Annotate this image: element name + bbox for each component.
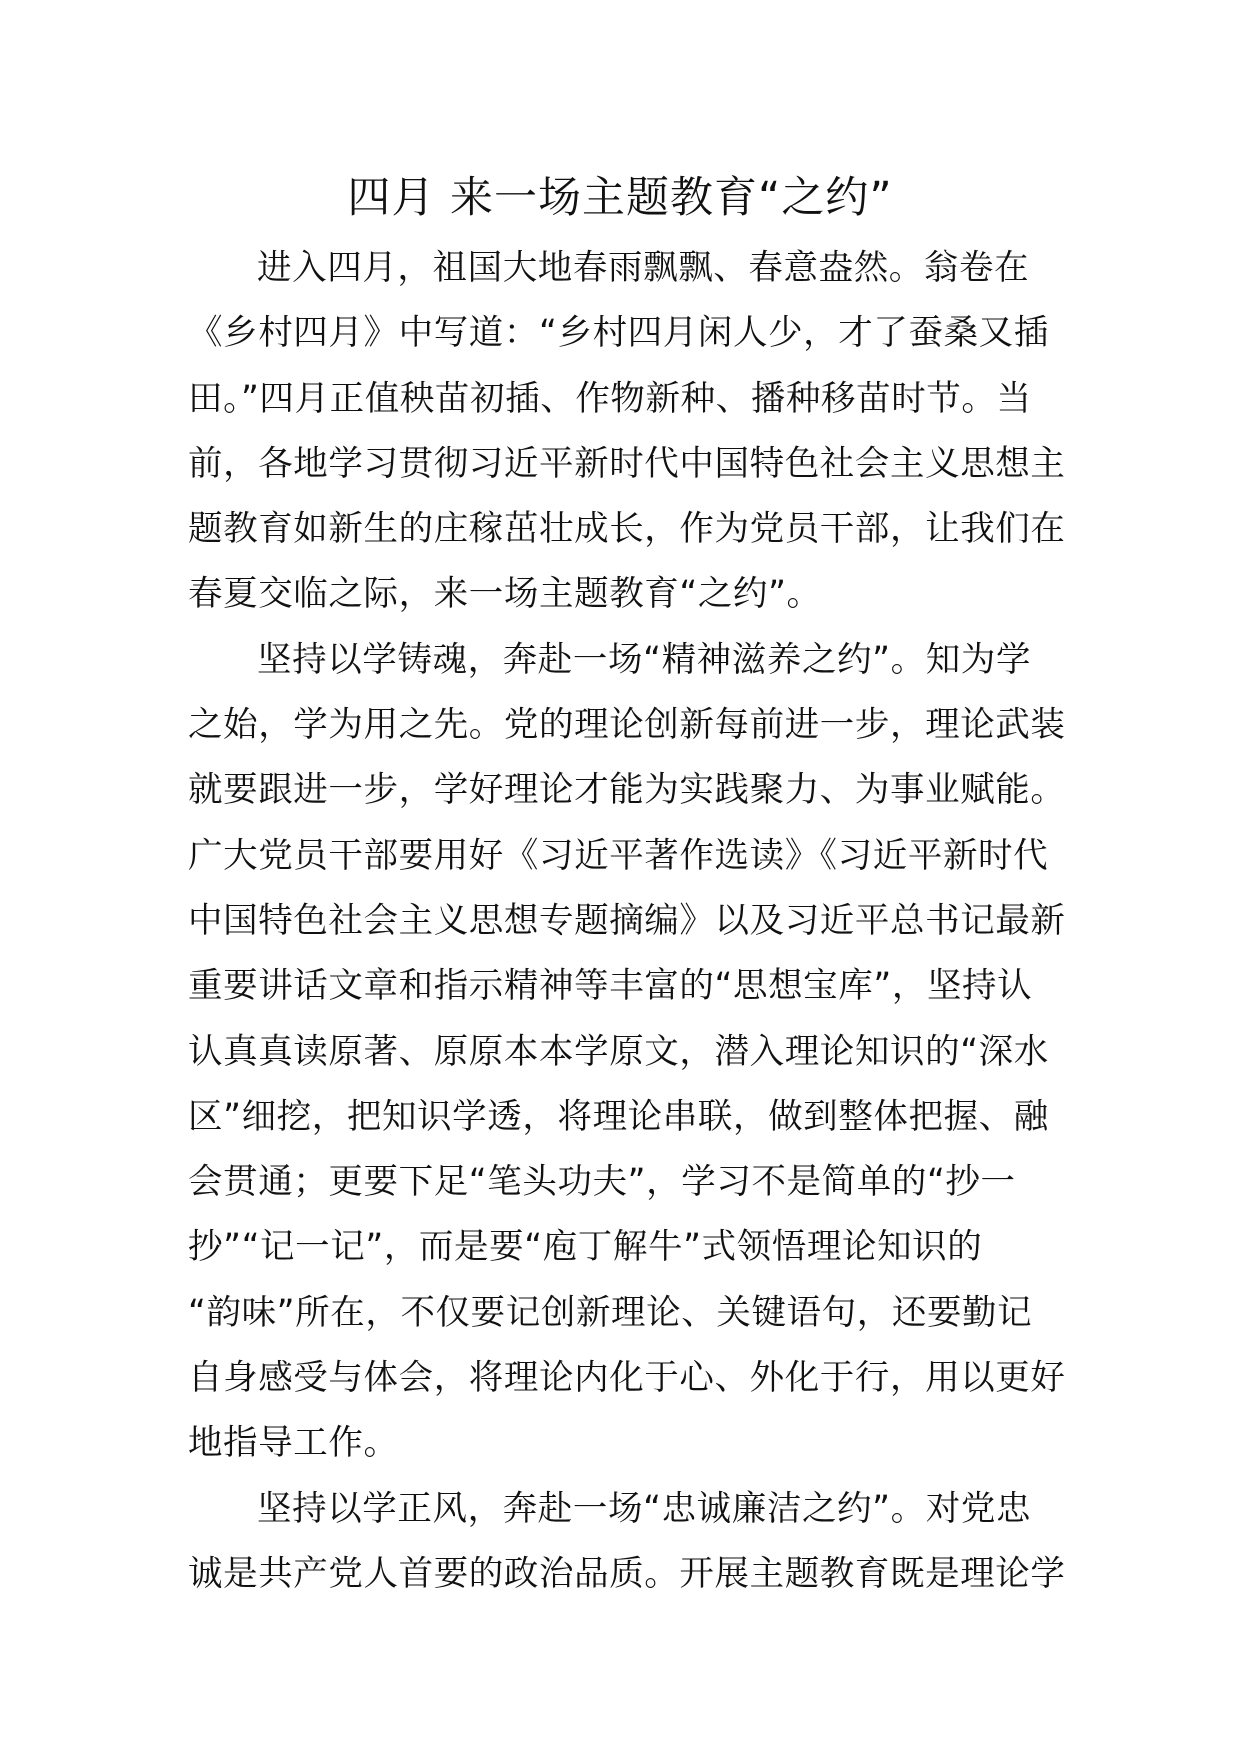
paragraph-1-line-1: 进入四月，祖国大地春雨飘飘、春意盎然。翁卷在: [257, 248, 1030, 288]
document-body: [188, 236, 1066, 1607]
paragraph-2-line-6: 重要讲话文章和指示精神等丰富的“思想宝库”，坚持认: [188, 966, 1033, 1007]
paragraph-2-line-9: 会贯通；更要下足“笔头功夫”，学习不是简单的“抄一: [188, 1162, 1016, 1203]
paragraph-1-line-4: 前，各地学习贯彻习近平新时代中国特色社会主义思想主: [188, 443, 1066, 484]
paragraph-3-line-1: 坚持以学正风，奔赴一场“忠诚廉洁之约”。对党忠: [257, 1488, 1032, 1529]
paragraph-2-line-11: “韵味”所在，不仅要记创新理论、关键语句，还要勤记: [188, 1292, 1033, 1333]
paragraph-3-line-2: 诚是共产党人首要的政治品质。开展主题教育既是理论学: [188, 1553, 1066, 1594]
paragraph-2-line-4: 广大党员干部要用好《习近平著作选读》《习近平新时代: [188, 835, 1049, 876]
paragraph-2-line-1: 坚持以学铸魂，奔赴一场“精神滋养之约”。知为学: [257, 639, 1032, 680]
paragraph-2-line-12: 自身感受与体会，将理论内化于心、外化于行，用以更好: [188, 1358, 1066, 1399]
paragraph-2-line-3: 就要跟进一步，学好理论才能为实践聚力、为事业赋能。: [188, 770, 1066, 811]
paragraph-2-line-8: 区”细挖，把知识学透，将理论串联，做到整体把握、融: [188, 1096, 1049, 1137]
paragraph-2-line-10: 抄”“记一记”，而是要“庖丁解牛”式领悟理论知识的: [188, 1227, 983, 1268]
paragraph-1-line-6: 春夏交临之际，来一场主题教育“之约”。: [188, 574, 822, 615]
paragraph-2-line-13: 地指导工作。: [188, 1423, 399, 1464]
paragraph-1-line-5: 题教育如新生的庄稼茁壮成长，作为党员干部，让我们在: [188, 509, 1066, 550]
paragraph-2-line-2: 之始，学为用之先。党的理论创新每前进一步，理论武装: [188, 705, 1066, 746]
paragraph-2-line-5: 中国特色社会主义思想专题摘编》以及习近平总书记最新: [188, 900, 1066, 941]
paragraph-1-line-2: 《乡村四月》中写道：“乡村四月闲人少，才了蚕桑又插: [188, 313, 1049, 354]
paragraph-1-line-3: 田。”四月正值秧苗初插、作物新种、播种移苗时节。当: [188, 378, 1032, 419]
paragraph-2-line-7: 认真真读原著、原原本本学原文，潜入理论知识的“深水: [188, 1031, 1049, 1072]
document-title: 四月 来一场主题教育“之约”: [347, 173, 893, 223]
